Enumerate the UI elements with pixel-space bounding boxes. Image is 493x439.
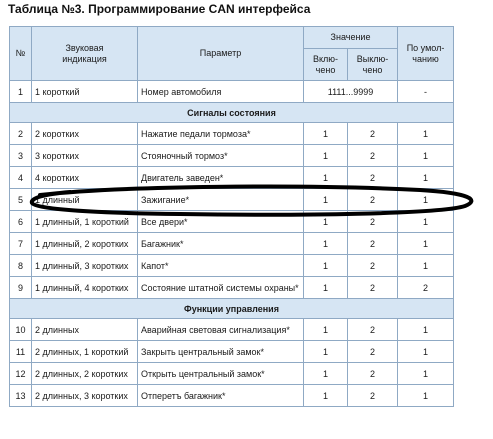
cell-range: 1111...9999 xyxy=(304,81,398,103)
table-row xyxy=(10,341,454,363)
cell-sound: 1 короткий xyxy=(32,81,138,103)
table-row xyxy=(10,277,454,299)
cell-num: 7 xyxy=(10,233,32,255)
cell-default: 1 xyxy=(398,385,454,407)
cell-sound: 1 длинный, 1 короткий xyxy=(32,211,138,233)
cell-num: 1 xyxy=(10,81,32,103)
cell-num: 13 xyxy=(10,385,32,407)
cell-off: 2 xyxy=(348,363,398,385)
table-row xyxy=(10,363,454,385)
cell-num: 6 xyxy=(10,211,32,233)
cell-off: 2 xyxy=(348,341,398,363)
cell-on: 1 xyxy=(304,145,348,167)
cell-sound: 2 коротких xyxy=(32,123,138,145)
cell-sound: 2 длинных, 1 короткий xyxy=(32,341,138,363)
cell-num: 12 xyxy=(10,363,32,385)
cell-off: 2 xyxy=(348,385,398,407)
table-row xyxy=(10,167,454,189)
cell-sound: 2 длинных, 2 коротких xyxy=(32,363,138,385)
section-status-title: Сигналы состояния xyxy=(10,103,454,123)
cell-sound: 4 коротких xyxy=(32,167,138,189)
cell-off: 2 xyxy=(348,319,398,341)
cell-on: 1 xyxy=(304,123,348,145)
control-rows xyxy=(10,319,454,407)
cell-on: 1 xyxy=(304,189,348,211)
cell-param: Открыть центральный замок* xyxy=(138,363,304,385)
cell-on: 1 xyxy=(304,319,348,341)
cell-on: 1 xyxy=(304,363,348,385)
cell-off: 2 xyxy=(348,145,398,167)
cell-param: Номер автомобиля xyxy=(138,81,304,103)
table-row xyxy=(10,123,454,145)
cell-sound: 1 длинный, 3 коротких xyxy=(32,255,138,277)
header-on-line2: чено xyxy=(315,64,336,75)
cell-on: 1 xyxy=(304,255,348,277)
cell-sound: 2 длинных, 3 коротких xyxy=(32,385,138,407)
status-rows xyxy=(10,123,454,299)
cell-num: 3 xyxy=(10,145,32,167)
section-row-status xyxy=(10,103,454,123)
header-sound-line2: индикация xyxy=(62,53,107,64)
cell-default: 1 xyxy=(398,255,454,277)
table-row xyxy=(10,211,454,233)
cell-off: 2 xyxy=(348,189,398,211)
cell-param: Отперетъ багажник* xyxy=(138,385,304,407)
cell-default: 1 xyxy=(398,167,454,189)
section-row-control xyxy=(10,299,454,319)
header-default-line2: чанию xyxy=(412,53,439,64)
cell-param: Стояночный тормоз* xyxy=(138,145,304,167)
header-param: Параметр xyxy=(138,27,304,81)
header-on-line1: Вклю- xyxy=(312,53,339,64)
cell-on: 1 xyxy=(304,385,348,407)
table-row xyxy=(10,233,454,255)
cell-num: 9 xyxy=(10,277,32,299)
cell-num: 8 xyxy=(10,255,32,277)
header-on xyxy=(304,49,348,81)
cell-default: 1 xyxy=(398,211,454,233)
cell-param: Все двери* xyxy=(138,211,304,233)
header-off-line1: Выклю- xyxy=(356,53,389,64)
cell-sound: 2 длинных xyxy=(32,319,138,341)
table-row xyxy=(10,385,454,407)
header-sound-line1: Звуковая xyxy=(65,42,104,53)
cell-default: 1 xyxy=(398,319,454,341)
cell-sound: 3 коротких xyxy=(32,145,138,167)
table-row-highlighted xyxy=(10,189,454,211)
header-num: № xyxy=(10,27,32,81)
cell-default: 2 xyxy=(398,277,454,299)
cell-param: Закрыть центральный замок* xyxy=(138,341,304,363)
table-row xyxy=(10,255,454,277)
cell-on: 1 xyxy=(304,167,348,189)
cell-off: 2 xyxy=(348,167,398,189)
cell-default: 1 xyxy=(398,233,454,255)
cell-on: 1 xyxy=(304,341,348,363)
section-control-title: Функции управления xyxy=(10,299,454,319)
can-programming-table xyxy=(9,26,454,407)
cell-param: Зажигание* xyxy=(138,189,304,211)
cell-default: 1 xyxy=(398,145,454,167)
cell-off: 2 xyxy=(348,211,398,233)
cell-on: 1 xyxy=(304,277,348,299)
cell-off: 2 xyxy=(348,255,398,277)
cell-default: - xyxy=(398,81,454,103)
cell-num: 5 xyxy=(10,189,32,211)
cell-param: Багажник* xyxy=(138,233,304,255)
cell-off: 2 xyxy=(348,277,398,299)
cell-sound: 1 длинный, 2 коротких xyxy=(32,233,138,255)
cell-num: 10 xyxy=(10,319,32,341)
cell-on: 1 xyxy=(304,233,348,255)
table-title: Таблица №3. Программирование CAN интерфейса xyxy=(8,2,311,16)
header-off-line2: чено xyxy=(362,64,383,75)
cell-num: 2 xyxy=(10,123,32,145)
cell-param: Аварийная световая сигнализация* xyxy=(138,319,304,341)
cell-sound: 1 длинный, 4 коротких xyxy=(32,277,138,299)
cell-num: 4 xyxy=(10,167,32,189)
cell-default: 1 xyxy=(398,341,454,363)
table-row xyxy=(10,319,454,341)
header-default-line1: По умол- xyxy=(406,42,445,53)
table-row xyxy=(10,81,454,103)
cell-sound: 1 длинный xyxy=(32,189,138,211)
cell-param: Капот* xyxy=(138,255,304,277)
cell-off: 2 xyxy=(348,233,398,255)
header-value: Значение xyxy=(304,27,398,49)
cell-default: 1 xyxy=(398,123,454,145)
table-row xyxy=(10,145,454,167)
cell-default: 1 xyxy=(398,189,454,211)
cell-num: 11 xyxy=(10,341,32,363)
header-default xyxy=(398,27,454,81)
header-off xyxy=(348,49,398,81)
cell-param: Состояние штатной системы охраны* xyxy=(138,277,304,299)
cell-param: Двигатель заведен* xyxy=(138,167,304,189)
header-sound xyxy=(32,27,138,81)
cell-on: 1 xyxy=(304,211,348,233)
cell-off: 2 xyxy=(348,123,398,145)
cell-default: 1 xyxy=(398,363,454,385)
cell-param: Нажатие педали тормоза* xyxy=(138,123,304,145)
